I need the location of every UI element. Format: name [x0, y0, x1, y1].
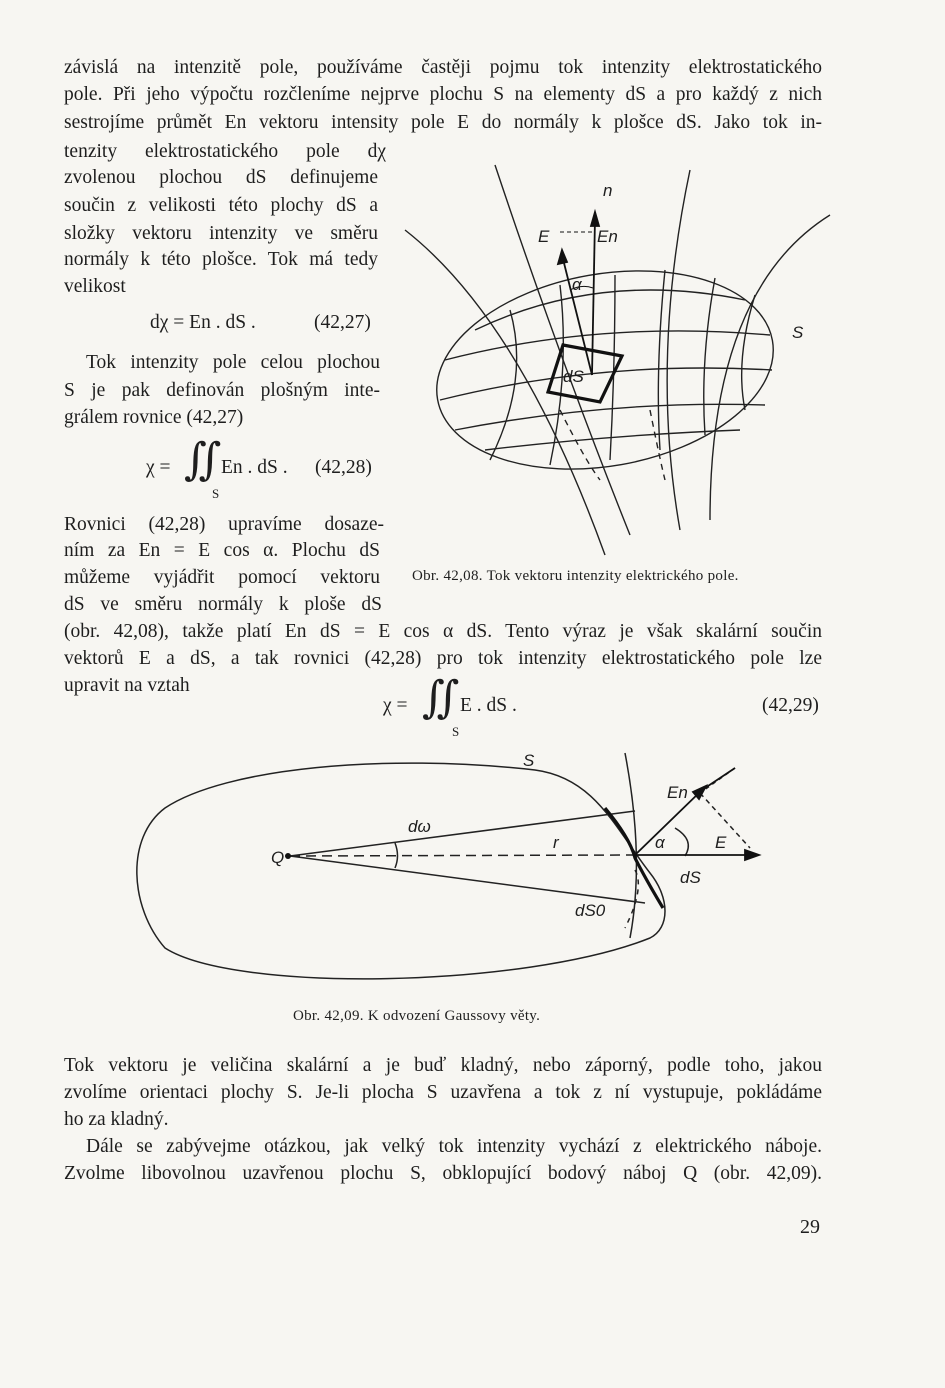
label-En: En	[667, 783, 688, 802]
text-line: normály k této plošce. Tok má tedy	[64, 249, 378, 270]
text-line: (obr. 42,08), takže platí En dS = E cos α dS. Tento výraz je však skalární součin	[64, 621, 822, 642]
label-En: En	[597, 227, 618, 246]
text-line: můžeme vyjádřit pomocí vektoru	[64, 567, 380, 588]
label-alpha: α	[655, 833, 665, 852]
text-line: závislá na intenzitě pole, používáme častěji pojmu tok intenzity elektrostatického	[64, 57, 822, 78]
text-line: Dále se zabývejme otázkou, jak velký tok intenzity vychází z elektrického náboje.	[86, 1136, 822, 1157]
text-line: upravit na vztah	[64, 675, 190, 696]
text-line: složky vektoru intenzity ve směru	[64, 223, 378, 244]
equation-number: (42,28)	[315, 457, 372, 478]
text-line: velikost	[64, 276, 126, 297]
label-domega: dω	[408, 817, 431, 836]
text-line: tenzity elektrostatického pole dχ	[64, 141, 386, 162]
text-line: Rovnici (42,28) upravíme dosaze-	[64, 514, 384, 535]
equation-integrand: E . dS .	[460, 695, 517, 716]
text-line: Tok vektoru je veličina skalární a je buď kladný, nebo záporný, podle toho, jakou	[64, 1055, 822, 1076]
page-number: 29	[800, 1216, 820, 1238]
text-line: pole. Při jeho výpočtu rozčleníme nejprve plochu S na elementy dS a pro každý z nich	[64, 84, 822, 105]
figure-caption: Obr. 42,09. K odvození Gaussovy věty.	[293, 1008, 541, 1024]
figure-42-09	[125, 748, 775, 1000]
figure-42-08	[400, 160, 840, 570]
surface-element	[548, 345, 622, 402]
equation-42-27: dχ = En . dS .	[150, 312, 256, 333]
charge-point	[285, 853, 291, 859]
label-dS: dS	[563, 367, 584, 386]
integral-domain: S	[452, 724, 460, 739]
text-line: zvolenou plochou dS definujeme	[64, 167, 378, 188]
integral-domain: S	[212, 486, 220, 501]
equation-lhs: χ =	[383, 695, 408, 716]
text-line: Zvolme libovolnou uzavřenou plochu S, obklopující bodový náboj Q (obr. 42,09).	[64, 1163, 822, 1184]
label-S: S	[792, 323, 804, 342]
label-E: E	[715, 833, 727, 852]
equation-number: (42,29)	[762, 695, 819, 716]
equation-lhs: χ =	[146, 457, 171, 478]
text-line: Tok intenzity pole celou plochou	[86, 352, 380, 373]
text-line: grálem rovnice (42,27)	[64, 407, 244, 428]
equation-integrand: En . dS .	[221, 457, 288, 478]
label-Q: Q	[271, 848, 285, 867]
label-dS0: dS0	[575, 901, 606, 920]
text-line: S je pak definován plošným inte-	[64, 380, 380, 401]
text-line: zvolíme orientaci plochy S. Je-li plocha S uzavřena a tok z ní vystupuje, pokládáme	[64, 1082, 822, 1103]
text-line: součin z velikosti této plochy dS a	[64, 195, 378, 216]
label-r: r	[553, 833, 559, 852]
double-integral-icon: ∬	[184, 434, 222, 485]
text-line: ním za En = E cos α. Plochu dS	[64, 540, 380, 561]
label-alpha: α	[572, 275, 582, 294]
label-E: E	[538, 227, 550, 246]
equation-number: (42,27)	[314, 312, 371, 333]
text-line: dS ve směru normály k ploše dS	[64, 594, 382, 615]
text-line: ho za kladný.	[64, 1109, 169, 1130]
double-integral-icon: ∬	[422, 672, 460, 723]
label-n: n	[603, 181, 613, 200]
figure-caption: Obr. 42,08. Tok vektoru intenzity elektrického pole.	[412, 568, 739, 584]
label-dS: dS	[680, 868, 701, 887]
text-line: vektorů E a dS, a tak rovnici (42,28) pro tok intenzity elektrostatického pole lze	[64, 648, 822, 669]
surface-outline	[421, 246, 789, 494]
text-line: sestrojíme průmět En vektoru intensity pole E do normály k plošce dS. Jako tok in-	[64, 112, 822, 133]
label-S: S	[523, 751, 535, 770]
